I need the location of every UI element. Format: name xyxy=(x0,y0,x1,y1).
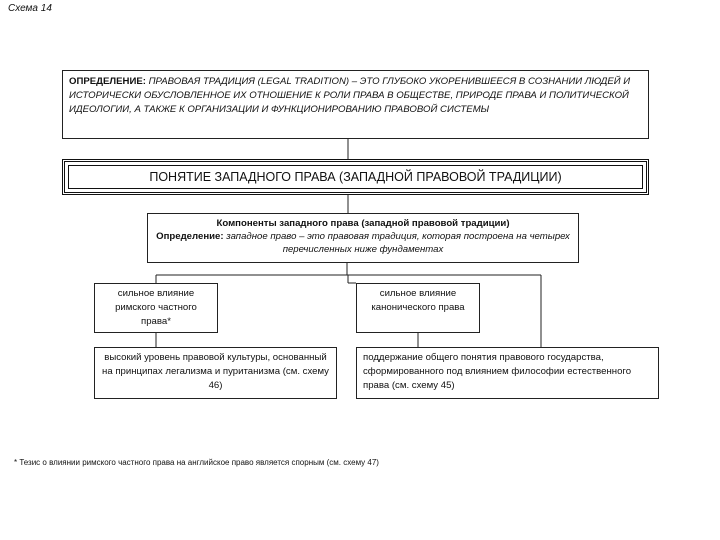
definition-text: ПРАВОВАЯ ТРАДИЦИЯ (LEGAL TRADITION) – ЭТО ГЛУБОКО УКОРЕНИВШЕЕСЯ В СОЗНАНИИ ЛЮДЕЙ И ИСТОРИЧЕСКИ ОБУСЛОВЛЕННОЕ ИХ ОТНОШЕНИЕ К РОЛИ ПРАВА В ОБЩЕСТВЕ, ПРИРОДЕ ПРАВА И ПОЛИТИЧЕСКОЙ ИДЕОЛОГИИ, А ТАКЖЕ К ОРГАНИЗАЦИИ И ФУНКЦИОНИРОВАНИЮ ПРАВОВОЙ СИСТЕМЫ xyxy=(69,76,631,115)
foundation-roman-law: сильное влияние римского частного права* xyxy=(94,283,218,333)
footnote: * Тезис о влиянии римского частного права на английское право является спорным (см. схему 47) xyxy=(14,458,379,467)
components-def-label: Определение: xyxy=(156,231,224,242)
components-def-text: западное право – это правовая традиция, которая построена на четырех перечисленных ниже фундаментах xyxy=(226,231,570,255)
scheme-caption: Схема 14 xyxy=(8,3,52,14)
main-title-box xyxy=(62,159,649,195)
components-definition xyxy=(154,230,572,256)
foundation-rule-of-law: поддержание общего понятия правового государства, сформированного под влиянием философии естественного права (см. схему 45) xyxy=(356,347,659,399)
foundation-legal-culture: высокий уровень правовой культуры, основанный на принципах легализма и пуританизма (см. схему 46) xyxy=(94,347,337,399)
main-title: ПОНЯТИЕ ЗАПАДНОГО ПРАВА (ЗАПАДНОЙ ПРАВОВОЙ ТРАДИЦИИ) xyxy=(149,170,562,184)
components-heading: Компоненты западного права (западной правовой традиции) xyxy=(216,218,510,229)
definition-term: ОПРЕДЕЛЕНИЕ: xyxy=(69,76,146,87)
foundation-canon-law: сильное влияние канонического права xyxy=(356,283,480,333)
components-box xyxy=(147,213,579,263)
definition-box xyxy=(62,70,649,139)
